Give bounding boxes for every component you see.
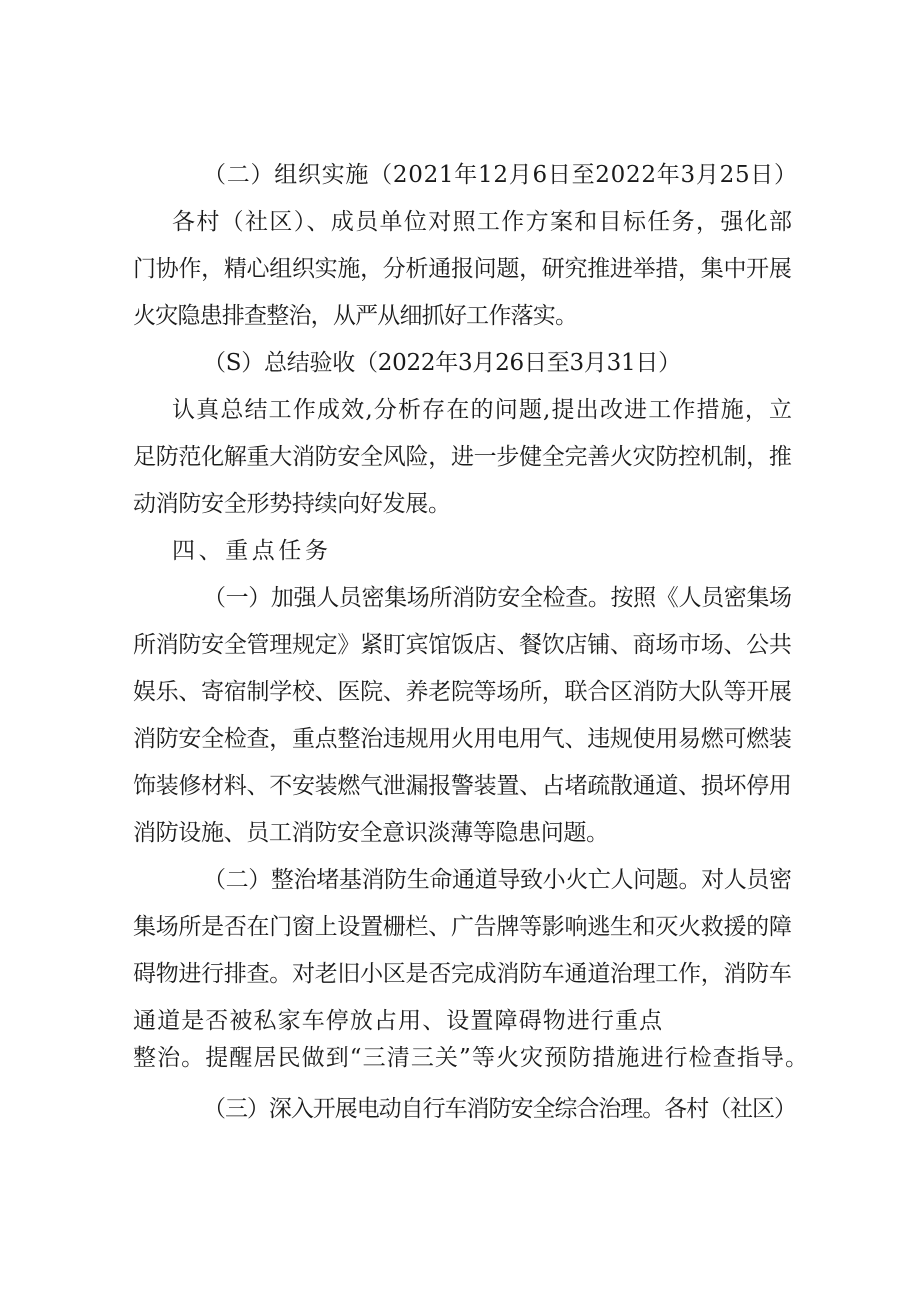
stage-3-heading-line-1 — [0, 340, 920, 386]
task-3-line-1 — [0, 1086, 920, 1132]
stage-3-heading-text-1: （S）总结验收（2022年3月26日至3月31日） — [203, 350, 681, 376]
task-1-line-2 — [0, 622, 920, 668]
task-2-text-4: 通道是否被私家车停放占用、设置障碍物进行重点 — [133, 1008, 664, 1034]
task-2-text-1: （二）整治堵基消防生命通道导致小火亡人问题。对人员密 — [203, 867, 792, 893]
stage-3-body-line-1 — [0, 387, 920, 433]
task-2-text-2: 集场所是否在门窗上设置栅栏、广告牌等影响逃生和灭火救援的障 — [133, 914, 792, 940]
task-1-text-6: 消防设施、员工消防安全意识淡薄等隐患问题。 — [133, 820, 609, 846]
task-1-line-3 — [0, 669, 920, 715]
stage-2-body-line-1 — [0, 199, 920, 245]
task-1-text-1: （一）加强人员密集场所消防安全检查。按照《人员密集场 — [203, 585, 792, 611]
task-3-text-1: （三）深入开展电动自行车消防安全综合治理。各村（社区） — [203, 1096, 796, 1122]
task-1-line-5 — [0, 763, 920, 809]
stage-2-heading-text-1: （二）组织实施（2021年12月6日至2022年3月25日） — [203, 162, 798, 188]
task-2-line-1 — [0, 857, 920, 903]
stage-3-body-line-3 — [0, 481, 920, 527]
task-1-line-4 — [0, 716, 920, 762]
stage-3-body-text-1: 认真总结工作成效,分析存在的问题,提出改进工作措施，立 — [172, 397, 794, 423]
task-1-text-4: 消防安全检查，重点整治违规用火用电用气、违规使用易燃可燃装 — [133, 726, 792, 752]
stage-2-body-line-2 — [0, 246, 920, 292]
stage-3-body-text-2: 足防范化解重大消防安全风险，进一步健全完善火灾防控机制，推 — [133, 444, 792, 470]
task-1-text-5: 饰装修材料、不安装燃气泄漏报警装置、占堵疏散通道、损坏停用 — [133, 773, 792, 799]
task-2-line-5 — [0, 1035, 920, 1081]
stage-2-heading-line-1 — [0, 152, 920, 198]
stage-2-body-line-3 — [0, 293, 920, 339]
stage-3-body-text-3: 动消防安全形势持续向好发展。 — [133, 491, 451, 517]
task-1-text-2: 所消防安全管理规定》紧盯宾馆饭店、餐饮店铺、商场市场、公共 — [133, 632, 792, 658]
task-1-text-3: 娱乐、寄宿制学校、医院、养老院等场所，联合区消防大队等开展 — [133, 679, 792, 705]
stage-2-body-text-3: 火灾隐患排查整治，从严从细抓好工作落实。 — [133, 303, 578, 329]
task-1-line-1 — [0, 575, 920, 621]
task-2-text-3: 碍物进行排查。对老旧小区是否完成消防车通道治理工作，消防车 — [133, 961, 792, 987]
stage-2-body-text-1: 各村（社区）、成员单位对照工作方案和目标任务，强化部 — [172, 209, 794, 235]
task-1-line-6 — [0, 810, 920, 856]
task-2-line-3 — [0, 951, 920, 997]
task-2-line-2 — [0, 904, 920, 950]
stage-3-body-line-2 — [0, 434, 920, 480]
task-2-text-5: 整治。提醒居民做到“三清三关”等火灾预防措施进行检查指导。 — [133, 1045, 810, 1071]
stage-2-body-text-2: 门协作，精心组织实施，分析通报问题，研究推进举措，集中开展 — [133, 256, 792, 282]
section-4-heading-text-1: 四、重点任务 — [172, 538, 332, 564]
section-4-heading-line-1 — [0, 528, 920, 574]
